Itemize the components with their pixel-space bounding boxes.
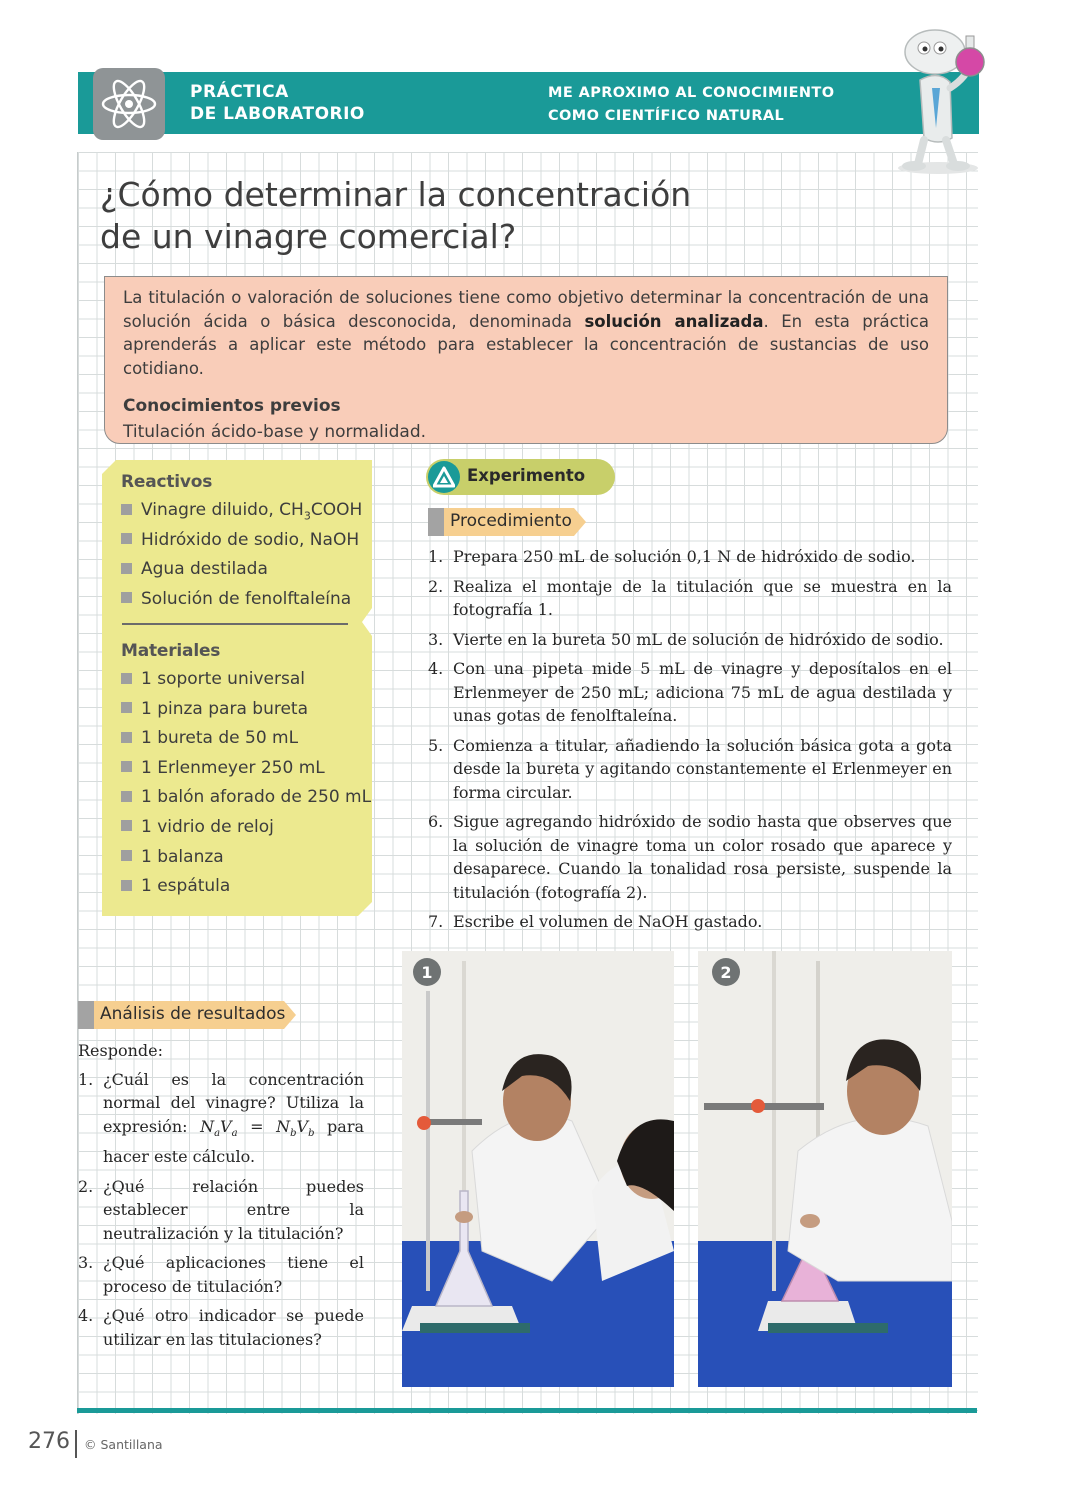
- analysis-heading: Análisis de resultados: [100, 1004, 286, 1024]
- scientist-mascot: [880, 18, 990, 178]
- photo-2-badge: 2: [712, 958, 740, 986]
- reagents-list: [121, 468, 362, 614]
- bullet-square-icon: [121, 732, 132, 743]
- copyright: © Santillana: [84, 1437, 163, 1452]
- bullet-square-icon: [121, 761, 132, 772]
- photo-1-badge: 1: [413, 958, 441, 986]
- section-title: [190, 81, 365, 125]
- reagents-heading: Reactivos: [121, 472, 213, 492]
- list-item: Solución de fenolftaleína: [121, 585, 362, 615]
- analysis-section: [78, 1039, 364, 1357]
- bullet-square-icon: [121, 702, 132, 713]
- question-item: 4. ¿Qué otro indicador se puede utilizar en las titulaciones?: [78, 1306, 364, 1349]
- experiment-label: Experimento: [467, 466, 586, 485]
- prior-knowledge-heading: Conocimientos previos: [123, 396, 341, 416]
- question-item: 3. ¿Qué aplicaciones tiene el proceso de titulación?: [78, 1253, 364, 1296]
- list-item: 1 Erlenmeyer 250 mL: [121, 754, 371, 784]
- bullet-square-icon: [121, 820, 132, 831]
- bullet-square-icon: [121, 592, 132, 603]
- footer-divider: [75, 1430, 77, 1458]
- experiment-icon: [428, 461, 460, 493]
- procedure-step: 7. Escribe el volumen de NaOH gastado.: [428, 912, 763, 931]
- list-item: 1 soporte universal: [121, 665, 371, 695]
- intro-text-end: . En esta práctica aprenderás a aplicar este método para establecer la concentración de sustancias de uso cotidiano.: [123, 311, 929, 378]
- list-item: 1 pinza para bureta: [121, 695, 371, 725]
- list-item: 1 vidrio de reloj: [121, 813, 371, 843]
- section-subtitle: [548, 82, 834, 128]
- bullet-square-icon: [121, 533, 132, 544]
- intro-text-start: La titulación o valoración de soluciones tiene como objetivo determinar la concentración de una solución ácida o básica desconocida, denominada: [123, 288, 929, 331]
- tag-marker: [428, 508, 444, 536]
- procedure-heading: Procedimiento: [450, 511, 572, 531]
- tag-marker: [78, 1001, 94, 1029]
- list-item: 1 espátula: [121, 872, 371, 902]
- section-subtitle-line2: COMO CIENTÍFICO NATURAL: [548, 108, 785, 124]
- page-title: [100, 174, 800, 258]
- procedure-step: 1. Prepara 250 mL de solución 0,1 N de hidróxido de sodio.: [428, 547, 916, 566]
- photo-2: [698, 951, 952, 1387]
- intro-text: [123, 286, 929, 380]
- page-number: 276: [28, 1429, 70, 1454]
- section-subtitle-line1: ME APROXIMO AL CONOCIMIENTO: [548, 85, 835, 101]
- procedure-step: 6. Sigue agregando hidróxido de sodio hasta que observes que la solución de vinagre toma un color rosado que aparece y desaparece. Cuando la tonalidad rosa persiste, suspende la titulación (fotografía 2).: [428, 812, 952, 902]
- procedure-step: 3. Vierte en la bureta 50 mL de solución de hidróxido de sodio.: [428, 629, 944, 649]
- photo-1: [402, 951, 674, 1387]
- list-item: Vinagre diluido, $CH_3COOH$: [121, 496, 362, 526]
- page-title-line2: de un vinagre comercial?: [100, 217, 517, 256]
- bullet-square-icon: [121, 791, 132, 802]
- procedure-step: 4. Con una pipeta mide 5 mL de vinagre y deposítalos en el Erlenmeyer de 250 mL; adiciona 75 mL de agua destilada y unas gotas de fenolftaleína.: [428, 659, 952, 725]
- list-item: 1 bureta de 50 mL: [121, 724, 371, 754]
- procedure-step: 2. Realiza el montaje de la titulación que se muestra en la fotografía 1.: [428, 576, 952, 619]
- section-title-line1: PRÁCTICA: [190, 82, 289, 102]
- bottom-rule: [77, 1408, 977, 1413]
- procedure-list: [428, 545, 952, 940]
- list-item: Agua destilada: [121, 555, 362, 585]
- procedure-step: 5. Comienza a titular, añadiendo la solución básica gota a gota desde la bureta y agitando constantemente el Erlenmeyer en forma circular.: [428, 735, 952, 802]
- bullet-square-icon: [121, 673, 132, 684]
- atom-icon: [93, 68, 165, 140]
- list-item: 1 balanza: [121, 843, 371, 873]
- page-title-line1: ¿Cómo determinar la concentración: [100, 175, 692, 214]
- respond-label: Responde:: [78, 1041, 164, 1060]
- panel-divider: [122, 623, 348, 625]
- question-item: 2. ¿Qué relación puedes establecer entre la neutralización y la titulación?: [78, 1176, 364, 1243]
- bullet-square-icon: [121, 880, 132, 891]
- materials-heading: Materiales: [121, 641, 221, 661]
- list-item: Hidróxido de sodio, NaOH: [121, 526, 362, 556]
- formula: $N_aV_a = N_bV_b$: [200, 1116, 315, 1139]
- bullet-square-icon: [121, 850, 132, 861]
- intro-box: [104, 276, 948, 444]
- list-item: 1 balón aforado de 250 mL: [121, 783, 371, 813]
- question-item: 1. ¿Cuál es la concentración normal del vinagre? Utiliza la expresión: $N_aV_a = N_bV_b$ para hacer este cálculo.: [78, 1069, 365, 1167]
- materials-list: [121, 637, 371, 902]
- prior-knowledge-text: Titulación ácido-base y normalidad.: [123, 422, 427, 442]
- bullet-square-icon: [121, 563, 132, 574]
- section-title-line2: DE LABORATORIO: [190, 104, 365, 124]
- bullet-square-icon: [121, 504, 132, 515]
- intro-bold-term: solución analizada: [584, 311, 764, 331]
